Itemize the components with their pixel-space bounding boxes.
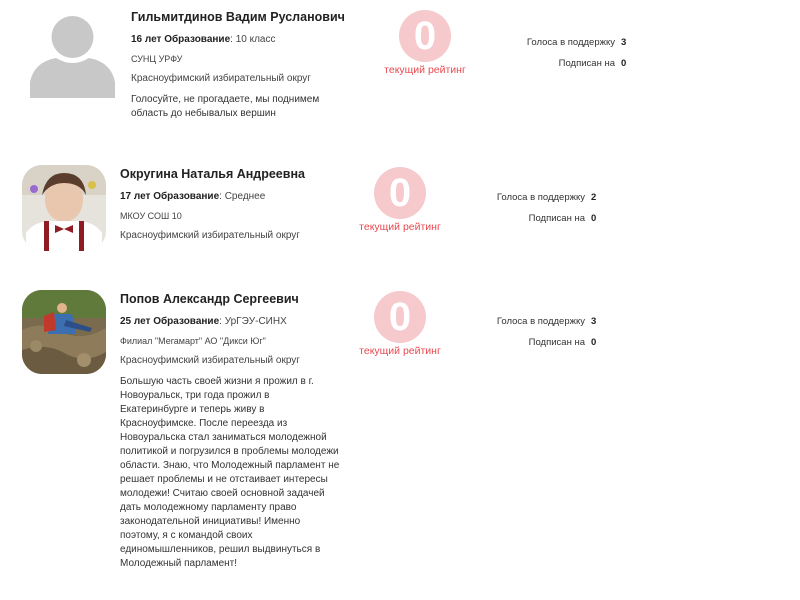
candidate-name[interactable]: Гильмитдинов Вадим Русланович [131,10,345,24]
bio: Голосуйте, не прогадаете, мы поднимем область до небывалых вершин [131,94,320,119]
signed-count: 0 [591,337,597,348]
rating-value: 0 [374,167,426,219]
avatar[interactable] [30,10,115,98]
rating-value: 0 [374,291,426,343]
age-education [120,191,360,202]
rating-label: текущий рейтинг [359,221,441,233]
district: Красноуфимский избирательный округ [120,230,300,241]
avatar-photo [22,290,106,374]
education-value: : Среднее [219,191,266,202]
signed-label: Подписан на [528,213,585,224]
avatar-photo [22,165,106,251]
district: Красноуфимский избирательный округ [131,73,311,84]
signed-count-row [475,58,635,69]
rating-label: текущий рейтинг [359,345,441,357]
support-count: 3 [591,316,597,327]
stats-block [475,37,635,69]
stats-block [445,192,605,224]
rating-block [345,291,455,357]
rating-label: текущий рейтинг [384,64,466,76]
support-votes [445,192,605,203]
signed-count-row [445,337,605,348]
default-avatar-icon [30,10,115,98]
age-label: 17 лет Образование [120,191,220,202]
candidate-info [120,292,360,571]
age-education [120,316,360,327]
rating-block [370,10,480,76]
stats-block [445,316,605,348]
candidate-name[interactable]: Округина Наталья Андреевна [120,167,305,181]
avatar[interactable] [22,165,106,251]
signed-count-row [445,213,605,224]
school: МКОУ СОШ 10 [120,211,182,221]
support-label: Голоса в поддержку [496,192,585,203]
rating-block [345,167,455,233]
candidate-info [131,10,371,121]
age-label: 16 лет Образование [131,34,231,45]
candidate-name[interactable]: Попов Александр Сергеевич [120,292,299,306]
rating-value: 0 [399,10,451,62]
support-label: Голоса в поддержку [526,37,615,48]
age-education [131,34,371,45]
support-label: Голоса в поддержку [496,316,585,327]
candidate-info [120,167,360,250]
district: Красноуфимский избирательный округ [120,355,300,366]
education-value: : 10 класс [230,34,276,45]
education-value: : УрГЭУ-СИНХ [219,316,287,327]
school: СУНЦ УРФУ [131,54,183,64]
avatar[interactable] [22,290,106,374]
bio: Большую часть своей жизни я прожил в г. Новоуральск, три года прожил в Екатеринбурге и теперь живу в Красноуфимске. После переезда из Новоуральска стал заниматься молодежной политикой и погрузился в проблемы молодежи области. Знаю, что Молодежный парламент не решает проблемы и не отстаивает интересы молодежи! Считаю своей основной задачей дать молодежному парламенту право законодательной инициативы! Именно поэтому, я с командой своих единомышленников, решил выдвинуться в Молодежный парламент! [120,376,340,569]
school: Филиал "Мегамарт" АО "Дикси Юг" [120,336,266,346]
support-votes [445,316,605,327]
signed-count: 0 [621,58,627,69]
support-count: 3 [621,37,627,48]
support-votes [475,37,635,48]
support-count: 2 [591,192,597,203]
signed-label: Подписан на [528,337,585,348]
signed-label: Подписан на [558,58,615,69]
signed-count: 0 [591,213,597,224]
age-label: 25 лет Образование [120,316,220,327]
